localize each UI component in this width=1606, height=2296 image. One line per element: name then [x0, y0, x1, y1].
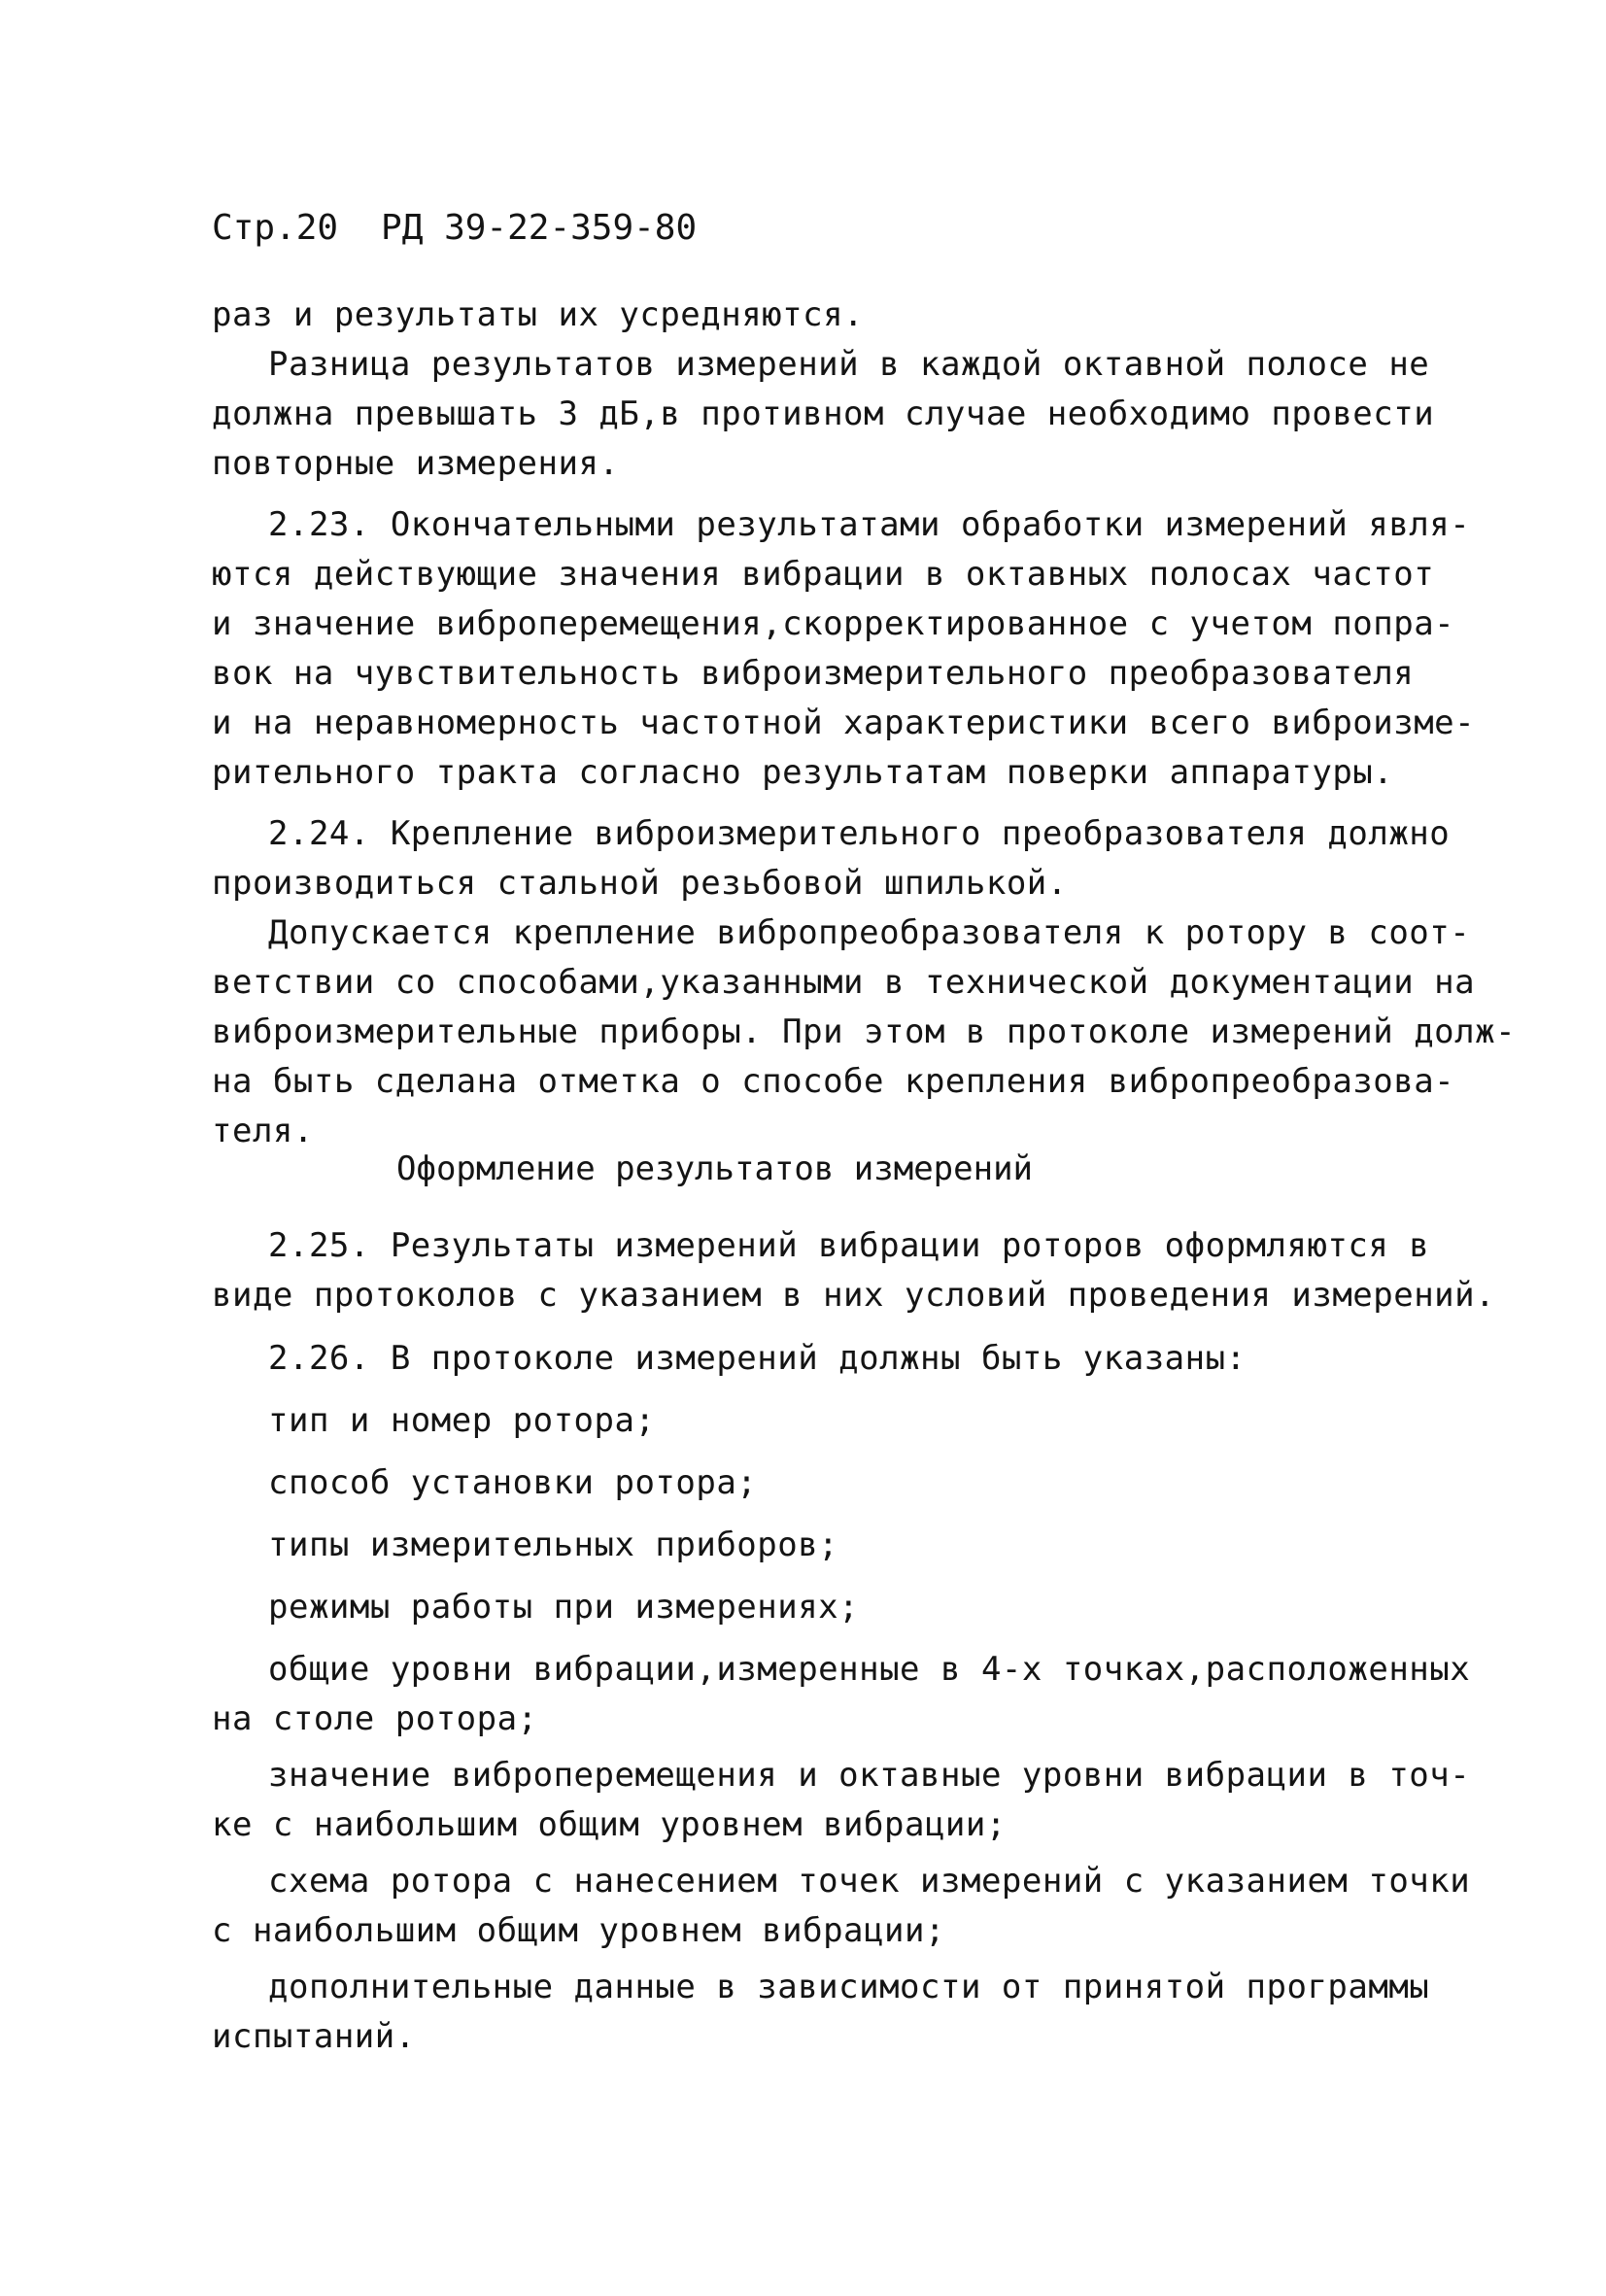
list-item-continuation: испытаний. — [212, 2017, 416, 2056]
text-line: и значение виброперемещения,скорректированное с учетом попра- — [212, 604, 1455, 643]
text-line: рительного тракта согласно результатам поверки аппаратуры. — [212, 753, 1394, 792]
section-title: Оформление результатов измерений — [396, 1149, 1034, 1188]
list-item: дополнительные данные в зависимости от принятой программы — [268, 1968, 1430, 2006]
text-line: виде протоколов с указанием в них условий проведения измерений. — [212, 1276, 1496, 1315]
text-line: Допускается крепление вибропреобразователя к ротору в соот- — [268, 913, 1471, 952]
list-item: значение виброперемещения и октавные уровни вибрации в точ- — [268, 1756, 1471, 1795]
text-line: вок на чувствительность виброизмерительного преобразователя — [212, 654, 1415, 693]
text-line: теля. — [212, 1112, 314, 1150]
list-item-continuation: на столе ротора; — [212, 1699, 538, 1738]
list-item-continuation: ке с наибольшим общим уровнем вибрации; — [212, 1805, 1007, 1844]
text-line: 2.26. В протоколе измерений должны быть указаны: — [268, 1339, 1247, 1378]
text-line: ются действующие значения вибрации в октавных полосах частот — [212, 555, 1435, 594]
text-line: Разница результатов измерений в каждой октавной полосе не — [268, 345, 1430, 384]
text-line: производиться стальной резьбовой шпилькой. — [212, 864, 1068, 903]
page-number: Стр.20 — [212, 208, 339, 248]
text-line: раз и результаты их усредняются. — [212, 295, 865, 334]
text-line: повторные измерения. — [212, 444, 620, 483]
text-line: 2.24. Крепление виброизмерительного преобразователя должно — [268, 814, 1451, 853]
document-code: РД 39-22-359-80 — [381, 208, 698, 248]
text-line: должна превышать 3 дБ,в противном случае необходимо провести — [212, 394, 1435, 433]
list-item: режимы работы при измерениях; — [268, 1588, 860, 1627]
list-item: схема ротора с нанесением точек измерений с указанием точки — [268, 1862, 1471, 1901]
text-line: виброизмерительные приборы. При этом в протоколе измерений долж- — [212, 1012, 1517, 1051]
list-item: общие уровни вибрации,измеренные в 4-х точках,расположенных — [268, 1650, 1471, 1689]
list-item: типы измерительных приборов; — [268, 1525, 839, 1564]
text-line: 2.25. Результаты измерений вибрации роторов оформляются в — [268, 1226, 1430, 1265]
text-line: и на неравномерность частотной характеристики всего виброизме- — [212, 703, 1476, 742]
text-line: на быть сделана отметка о способе крепления вибропреобразова- — [212, 1062, 1455, 1101]
text-line: 2.23. Окончательными результатами обработки измерений явля- — [268, 505, 1471, 544]
list-item: способ установки ротора; — [268, 1463, 758, 1502]
list-item: тип и номер ротора; — [268, 1401, 656, 1440]
page-header — [212, 208, 697, 249]
list-item-continuation: с наибольшим общим уровнем вибрации; — [212, 1911, 945, 1950]
text-line: ветствии со способами,указанными в технической документации на — [212, 963, 1476, 1002]
